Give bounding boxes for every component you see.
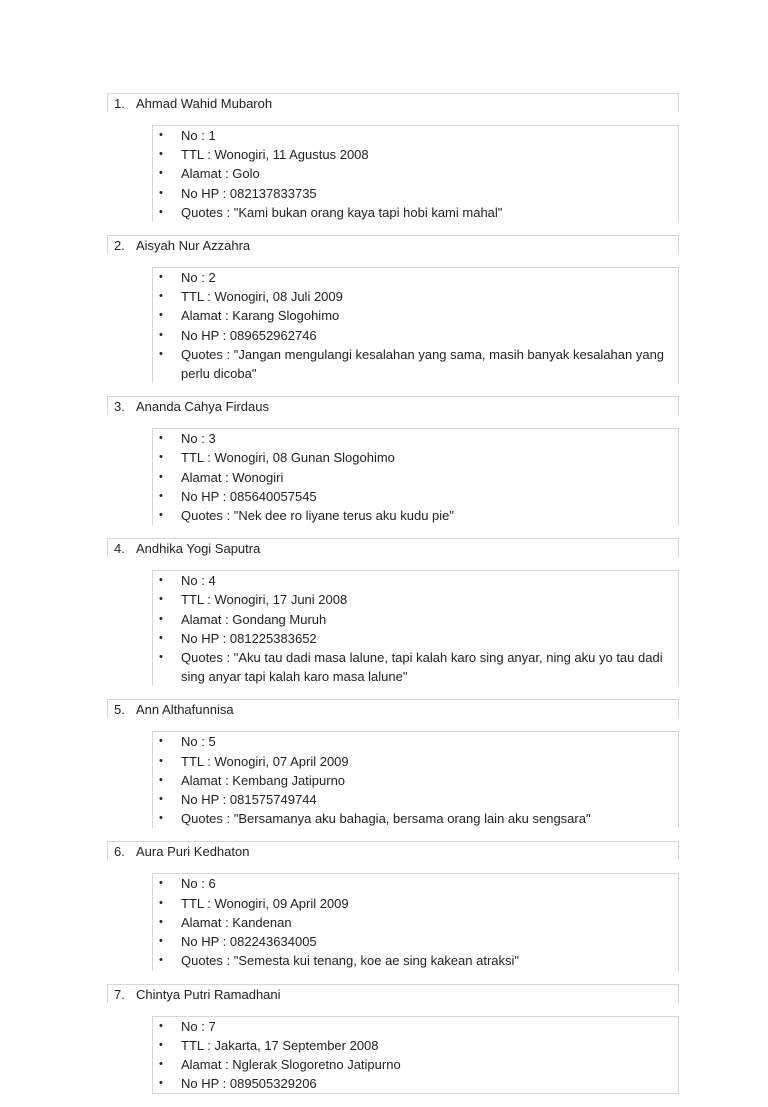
bullet-icon: • <box>159 489 163 502</box>
bullet-icon: • <box>159 896 163 909</box>
bullet-icon: • <box>159 509 163 522</box>
detail-item <box>153 571 678 590</box>
detail-text: No HP : 085640057545 <box>181 488 317 504</box>
detail-item <box>153 268 678 287</box>
bullet-icon: • <box>159 793 163 806</box>
detail-text: No : 1 <box>181 128 216 143</box>
entry-name: Aisyah Nur Azzahra <box>136 238 251 254</box>
bullet-icon: • <box>159 328 163 341</box>
bullet-icon: • <box>159 754 163 767</box>
detail-item <box>153 1074 678 1093</box>
detail-text: Quotes : "Kami bukan orang kaya tapi hobi kami mahal" <box>181 204 503 220</box>
bullet-icon: • <box>159 167 163 180</box>
detail-item <box>153 145 678 164</box>
entry-details <box>152 731 679 828</box>
bullet-icon: • <box>159 773 163 786</box>
detail-item <box>153 610 678 629</box>
detail-item <box>153 468 678 487</box>
detail-text: Quotes : "Nek dee ro liyane terus aku kudu pie" <box>181 508 454 524</box>
detail-item <box>153 203 678 222</box>
list-item <box>107 841 679 970</box>
entry-name: Ann Althafunnisa <box>136 702 234 718</box>
detail-item <box>153 932 678 951</box>
detail-text: No : 4 <box>181 573 216 589</box>
bullet-icon: • <box>159 735 163 748</box>
detail-item <box>153 1055 678 1074</box>
entry-number: 2. <box>114 238 125 254</box>
detail-item <box>153 326 678 345</box>
entry-number: 7. <box>114 986 125 1002</box>
detail-text: TTL : Jakarta, 17 September 2008 <box>181 1037 379 1053</box>
detail-item <box>153 590 678 609</box>
list-item <box>107 699 679 828</box>
detail-item <box>153 629 678 648</box>
detail-item <box>153 648 678 686</box>
list-item <box>107 984 679 1095</box>
detail-item <box>153 164 678 183</box>
entry-details <box>152 1016 679 1095</box>
detail-text: No HP : 081225383652 <box>181 630 317 646</box>
detail-text: Alamat : Nglerak Slogoretno Jatipurno <box>181 1056 401 1072</box>
list-item <box>107 538 679 686</box>
entry-name: Ahmad Wahid Mubaroh <box>136 96 273 111</box>
detail-item <box>153 752 678 771</box>
detail-text: TTL : Wonogiri, 09 April 2009 <box>181 895 349 911</box>
bullet-icon: • <box>159 877 163 890</box>
detail-text: No : 5 <box>181 734 216 750</box>
entry-number: 3. <box>114 399 125 415</box>
entry-details <box>152 267 679 383</box>
entry-number: 6. <box>114 844 125 860</box>
bullet-icon: • <box>159 935 163 948</box>
detail-text: No HP : 082243634005 <box>181 934 317 950</box>
detail-text: No : 2 <box>181 270 216 286</box>
entry-details <box>152 125 679 222</box>
detail-text: TTL : Wonogiri, 11 Agustus 2008 <box>181 147 369 163</box>
detail-text: No HP : 082137833735 <box>181 185 317 201</box>
bullet-icon: • <box>159 470 163 483</box>
bullet-icon: • <box>159 1038 163 1051</box>
entry-header <box>107 538 679 557</box>
entry-name: Andhika Yogi Saputra <box>136 541 261 557</box>
entry-header <box>107 841 679 860</box>
entry-name: Ananda Cahya Firdaus <box>136 399 269 415</box>
detail-text: TTL : Wonogiri, 08 Gunan Slogohimo <box>181 450 395 466</box>
bullet-icon: • <box>159 612 163 625</box>
detail-item <box>153 874 678 893</box>
bullet-icon: • <box>159 915 163 928</box>
entry-name: Chintya Putri Ramadhani <box>136 986 281 1002</box>
detail-item <box>153 913 678 932</box>
entry-number: 1. <box>114 96 125 111</box>
entry-number: 4. <box>114 541 125 557</box>
detail-item <box>153 506 678 525</box>
detail-item <box>153 184 678 203</box>
detail-item <box>153 126 678 145</box>
bullet-icon: • <box>159 290 163 303</box>
entry-header <box>107 984 679 1003</box>
bullet-icon: • <box>159 271 163 284</box>
detail-item <box>153 1017 678 1036</box>
bullet-icon: • <box>159 347 163 360</box>
list-item <box>107 235 679 383</box>
bullet-icon: • <box>159 954 163 967</box>
detail-text: Alamat : Wonogiri <box>181 469 284 485</box>
entry-name: Aura Puri Kedhaton <box>136 844 250 860</box>
entry-details <box>152 570 679 686</box>
detail-item <box>153 790 678 809</box>
detail-item <box>153 429 678 448</box>
detail-text: TTL : Wonogiri, 17 Juni 2008 <box>181 592 348 608</box>
detail-text: Alamat : Gondang Muruh <box>181 611 327 627</box>
detail-item <box>153 345 678 383</box>
bullet-icon: • <box>159 186 163 199</box>
detail-text: Alamat : Karang Slogohimo <box>181 308 340 324</box>
entry-details <box>152 428 679 525</box>
detail-text: TTL : Wonogiri, 07 April 2009 <box>181 753 349 769</box>
detail-text: Quotes : "Aku tau dadi masa lalune, tapi kalah karo sing anyar, ning aku yo tau dadi sing anyar tapi kalah karo masa lalune" <box>181 650 663 685</box>
detail-text: Quotes : "Semesta kui tenang, koe ae sing kakean atraksi" <box>181 953 520 969</box>
detail-item <box>153 894 678 913</box>
detail-item <box>153 951 678 970</box>
bullet-icon: • <box>159 1057 163 1070</box>
bullet-icon: • <box>159 812 163 825</box>
entry-details <box>152 873 679 970</box>
detail-item <box>153 771 678 790</box>
detail-text: No : 7 <box>181 1018 216 1034</box>
bullet-icon: • <box>159 1019 163 1032</box>
bullet-icon: • <box>159 432 163 445</box>
detail-text: Alamat : Kandenan <box>181 914 292 930</box>
detail-text: No : 3 <box>181 431 216 447</box>
detail-text: Alamat : Kembang Jatipurno <box>181 772 346 788</box>
bullet-icon: • <box>159 129 163 141</box>
detail-item <box>153 732 678 751</box>
list-item <box>107 396 679 525</box>
bullet-icon: • <box>159 309 163 322</box>
detail-text: Alamat : Golo <box>181 166 260 182</box>
student-list <box>107 93 679 1107</box>
bullet-icon: • <box>159 593 163 606</box>
list-item <box>107 93 679 222</box>
detail-text: Quotes : "Bersamanya aku bahagia, bersama orang lain aku sengsara" <box>181 811 591 827</box>
detail-item <box>153 809 678 828</box>
bullet-icon: • <box>159 574 163 587</box>
bullet-icon: • <box>159 148 163 161</box>
bullet-icon: • <box>159 205 163 218</box>
entry-number: 5. <box>114 702 125 718</box>
entry-header <box>107 93 679 112</box>
bullet-icon: • <box>159 1077 163 1090</box>
detail-text: No HP : 081575749744 <box>181 792 317 808</box>
detail-text: No : 6 <box>181 876 216 892</box>
detail-item <box>153 487 678 506</box>
detail-item <box>153 287 678 306</box>
bullet-icon: • <box>159 631 163 644</box>
bullet-icon: • <box>159 451 163 464</box>
detail-text: No HP : 089652962746 <box>181 327 317 343</box>
detail-text: TTL : Wonogiri, 08 Juli 2009 <box>181 289 343 305</box>
bullet-icon: • <box>159 651 163 664</box>
entry-header <box>107 235 679 254</box>
entry-header <box>107 699 679 718</box>
detail-text: Quotes : "Jangan mengulangi kesalahan yang sama, masih banyak kesalahan yang perlu dicoba" <box>181 346 665 382</box>
detail-item <box>153 448 678 467</box>
detail-text: No HP : 089505329206 <box>181 1076 317 1092</box>
entry-header <box>107 396 679 415</box>
detail-item <box>153 306 678 325</box>
detail-item <box>153 1036 678 1055</box>
